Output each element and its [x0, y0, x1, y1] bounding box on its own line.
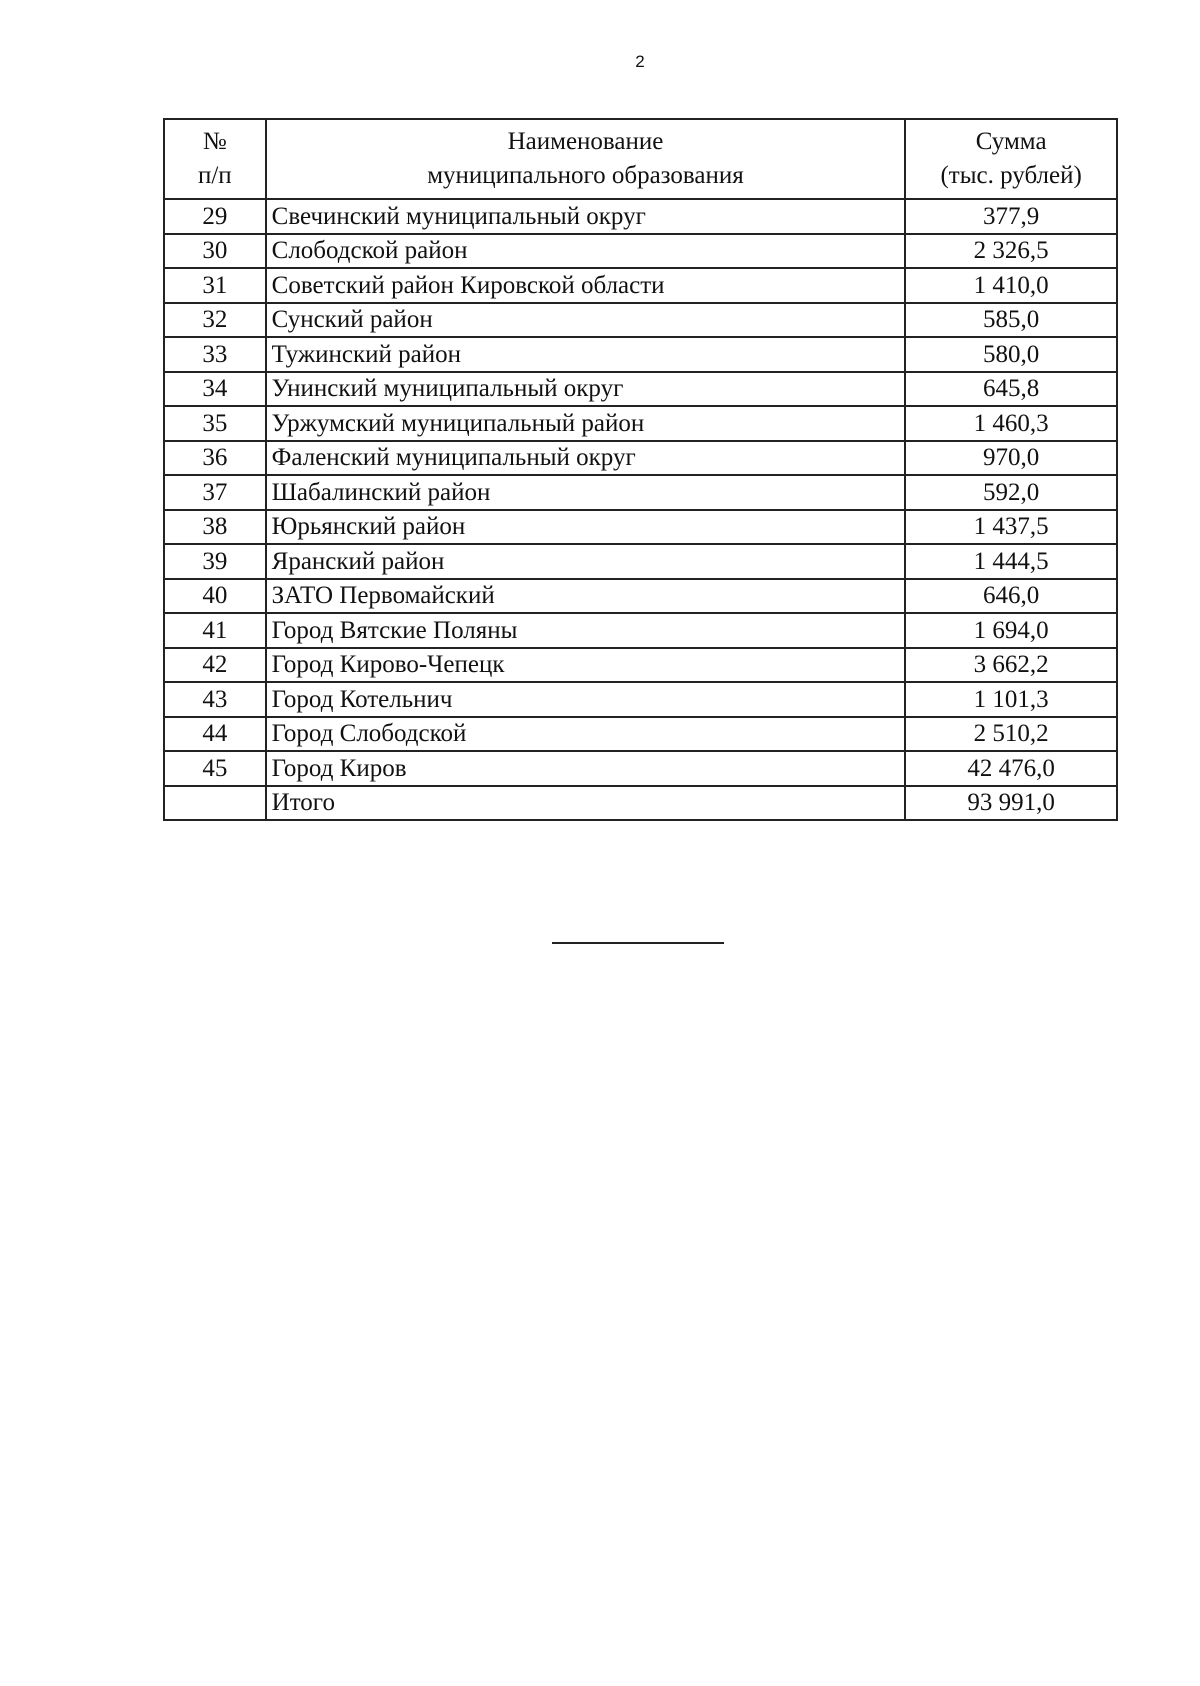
table-body — [164, 199, 1117, 820]
total-sum: 93 991,0 — [905, 786, 1117, 821]
row-sum: 1 694,0 — [905, 613, 1117, 648]
row-sum: 1 460,3 — [905, 406, 1117, 441]
row-name: Тужинский район — [266, 337, 906, 372]
header-name — [266, 119, 906, 199]
row-name: Слободской район — [266, 234, 906, 269]
header-name-line2: муниципального образования — [427, 162, 744, 189]
row-name: Город Киров — [266, 751, 906, 786]
row-name: Город Вятские Поляны — [266, 613, 906, 648]
row-number: 39 — [164, 544, 266, 579]
row-name: Город Кирово-Чепецк — [266, 648, 906, 683]
total-label: Итого — [266, 786, 906, 821]
row-name: Шабалинский район — [266, 475, 906, 510]
table-row — [164, 372, 1117, 407]
row-number: 36 — [164, 441, 266, 476]
header-number-line2: п/п — [197, 162, 232, 189]
header-sum-line1: Сумма — [975, 128, 1047, 155]
table-row — [164, 510, 1117, 545]
table-row — [164, 337, 1117, 372]
row-number: 33 — [164, 337, 266, 372]
row-number: 32 — [164, 303, 266, 338]
page-number: 2 — [635, 52, 645, 71]
row-sum: 970,0 — [905, 441, 1117, 476]
table-row — [164, 406, 1117, 441]
row-name: Советский район Кировской области — [266, 268, 906, 303]
row-number: 37 — [164, 475, 266, 510]
total-number — [164, 786, 266, 821]
row-number: 38 — [164, 510, 266, 545]
allocation-table — [163, 118, 1118, 821]
row-number: 42 — [164, 648, 266, 683]
header-name-line1: Наименование — [507, 128, 664, 155]
row-name: Яранский район — [266, 544, 906, 579]
table-row — [164, 717, 1117, 752]
row-number: 44 — [164, 717, 266, 752]
row-number: 30 — [164, 234, 266, 269]
header-number — [164, 119, 266, 199]
row-sum: 580,0 — [905, 337, 1117, 372]
row-sum: 1 410,0 — [905, 268, 1117, 303]
row-sum: 42 476,0 — [905, 751, 1117, 786]
row-number: 43 — [164, 682, 266, 717]
row-name: Сунский район — [266, 303, 906, 338]
row-sum: 592,0 — [905, 475, 1117, 510]
row-sum: 1 444,5 — [905, 544, 1117, 579]
row-sum: 645,8 — [905, 372, 1117, 407]
row-sum: 377,9 — [905, 199, 1117, 234]
row-name: Уржумский муниципальный район — [266, 406, 906, 441]
row-sum: 1 101,3 — [905, 682, 1117, 717]
row-name: Юрьянский район — [266, 510, 906, 545]
table-row — [164, 268, 1117, 303]
table-row — [164, 234, 1117, 269]
row-name: Унинский муниципальный округ — [266, 372, 906, 407]
end-divider — [552, 942, 724, 944]
table-row — [164, 544, 1117, 579]
row-name: Город Слободской — [266, 717, 906, 752]
row-name: Свечинский муниципальный округ — [266, 199, 906, 234]
table-row — [164, 303, 1117, 338]
table-header — [164, 119, 1117, 199]
table-row — [164, 682, 1117, 717]
row-number: 35 — [164, 406, 266, 441]
row-number: 34 — [164, 372, 266, 407]
row-number: 41 — [164, 613, 266, 648]
table-row — [164, 475, 1117, 510]
table-row — [164, 648, 1117, 683]
row-number: 40 — [164, 579, 266, 614]
table-row — [164, 441, 1117, 476]
table-row — [164, 751, 1117, 786]
table-row — [164, 199, 1117, 234]
row-name: ЗАТО Первомайский — [266, 579, 906, 614]
row-sum: 2 510,2 — [905, 717, 1117, 752]
row-name: Фаленский муниципальный округ — [266, 441, 906, 476]
row-name: Город Котельнич — [266, 682, 906, 717]
header-sum-line2: (тыс. рублей) — [940, 162, 1082, 189]
row-sum: 1 437,5 — [905, 510, 1117, 545]
header-row — [164, 119, 1117, 199]
row-sum: 3 662,2 — [905, 648, 1117, 683]
table-row — [164, 579, 1117, 614]
row-sum: 2 326,5 — [905, 234, 1117, 269]
row-number: 29 — [164, 199, 266, 234]
table-row — [164, 613, 1117, 648]
row-number: 45 — [164, 751, 266, 786]
header-sum — [905, 119, 1117, 199]
row-number: 31 — [164, 268, 266, 303]
row-sum: 646,0 — [905, 579, 1117, 614]
row-sum: 585,0 — [905, 303, 1117, 338]
header-number-line1: № — [202, 128, 227, 155]
total-row — [164, 786, 1117, 821]
